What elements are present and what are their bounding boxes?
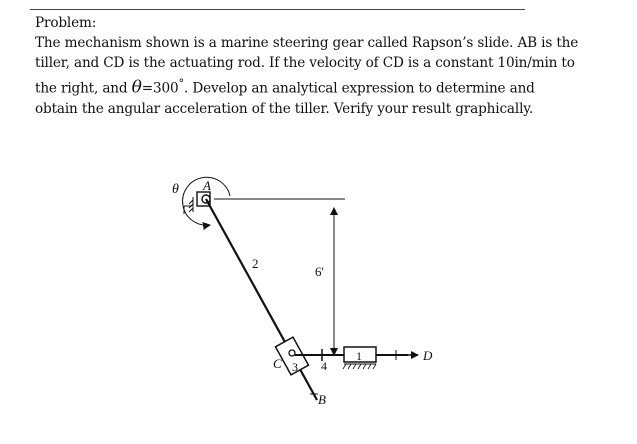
problem-heading: Problem: xyxy=(35,15,97,31)
point-c-label: C xyxy=(273,356,282,371)
theta-symbol: θ xyxy=(131,77,142,98)
line3-eq: =300 xyxy=(141,80,179,97)
point-d-label: D xyxy=(423,348,433,363)
problem-line-1: The mechanism shown is a marine steering gear called Rapson’s slide. AB is the xyxy=(35,35,579,51)
line3-post: . Develop an analytical expression to determine and xyxy=(183,80,535,97)
dimension-label: 6' xyxy=(315,264,324,279)
link-2-label: 2 xyxy=(252,256,259,271)
problem-line-2: tiller, and CD is the actuating rod. If the velocity of CD is a constant 10in/min to xyxy=(35,55,575,71)
link-1-label: 1 xyxy=(356,349,362,363)
link-3-label: 3 xyxy=(292,360,298,374)
point-a-label: A xyxy=(203,178,211,193)
line3-pre: the right, and xyxy=(35,80,132,97)
link-4-label: 4 xyxy=(321,359,327,373)
pivot-a-ground-hatch xyxy=(189,197,193,212)
point-b-label: B xyxy=(318,392,326,407)
problem-line-4: obtain the angular acceleration of the tiller. Verify your result graphically. xyxy=(35,100,534,117)
degree-symbol: ° xyxy=(178,76,184,90)
theta-label: θ xyxy=(172,182,179,197)
